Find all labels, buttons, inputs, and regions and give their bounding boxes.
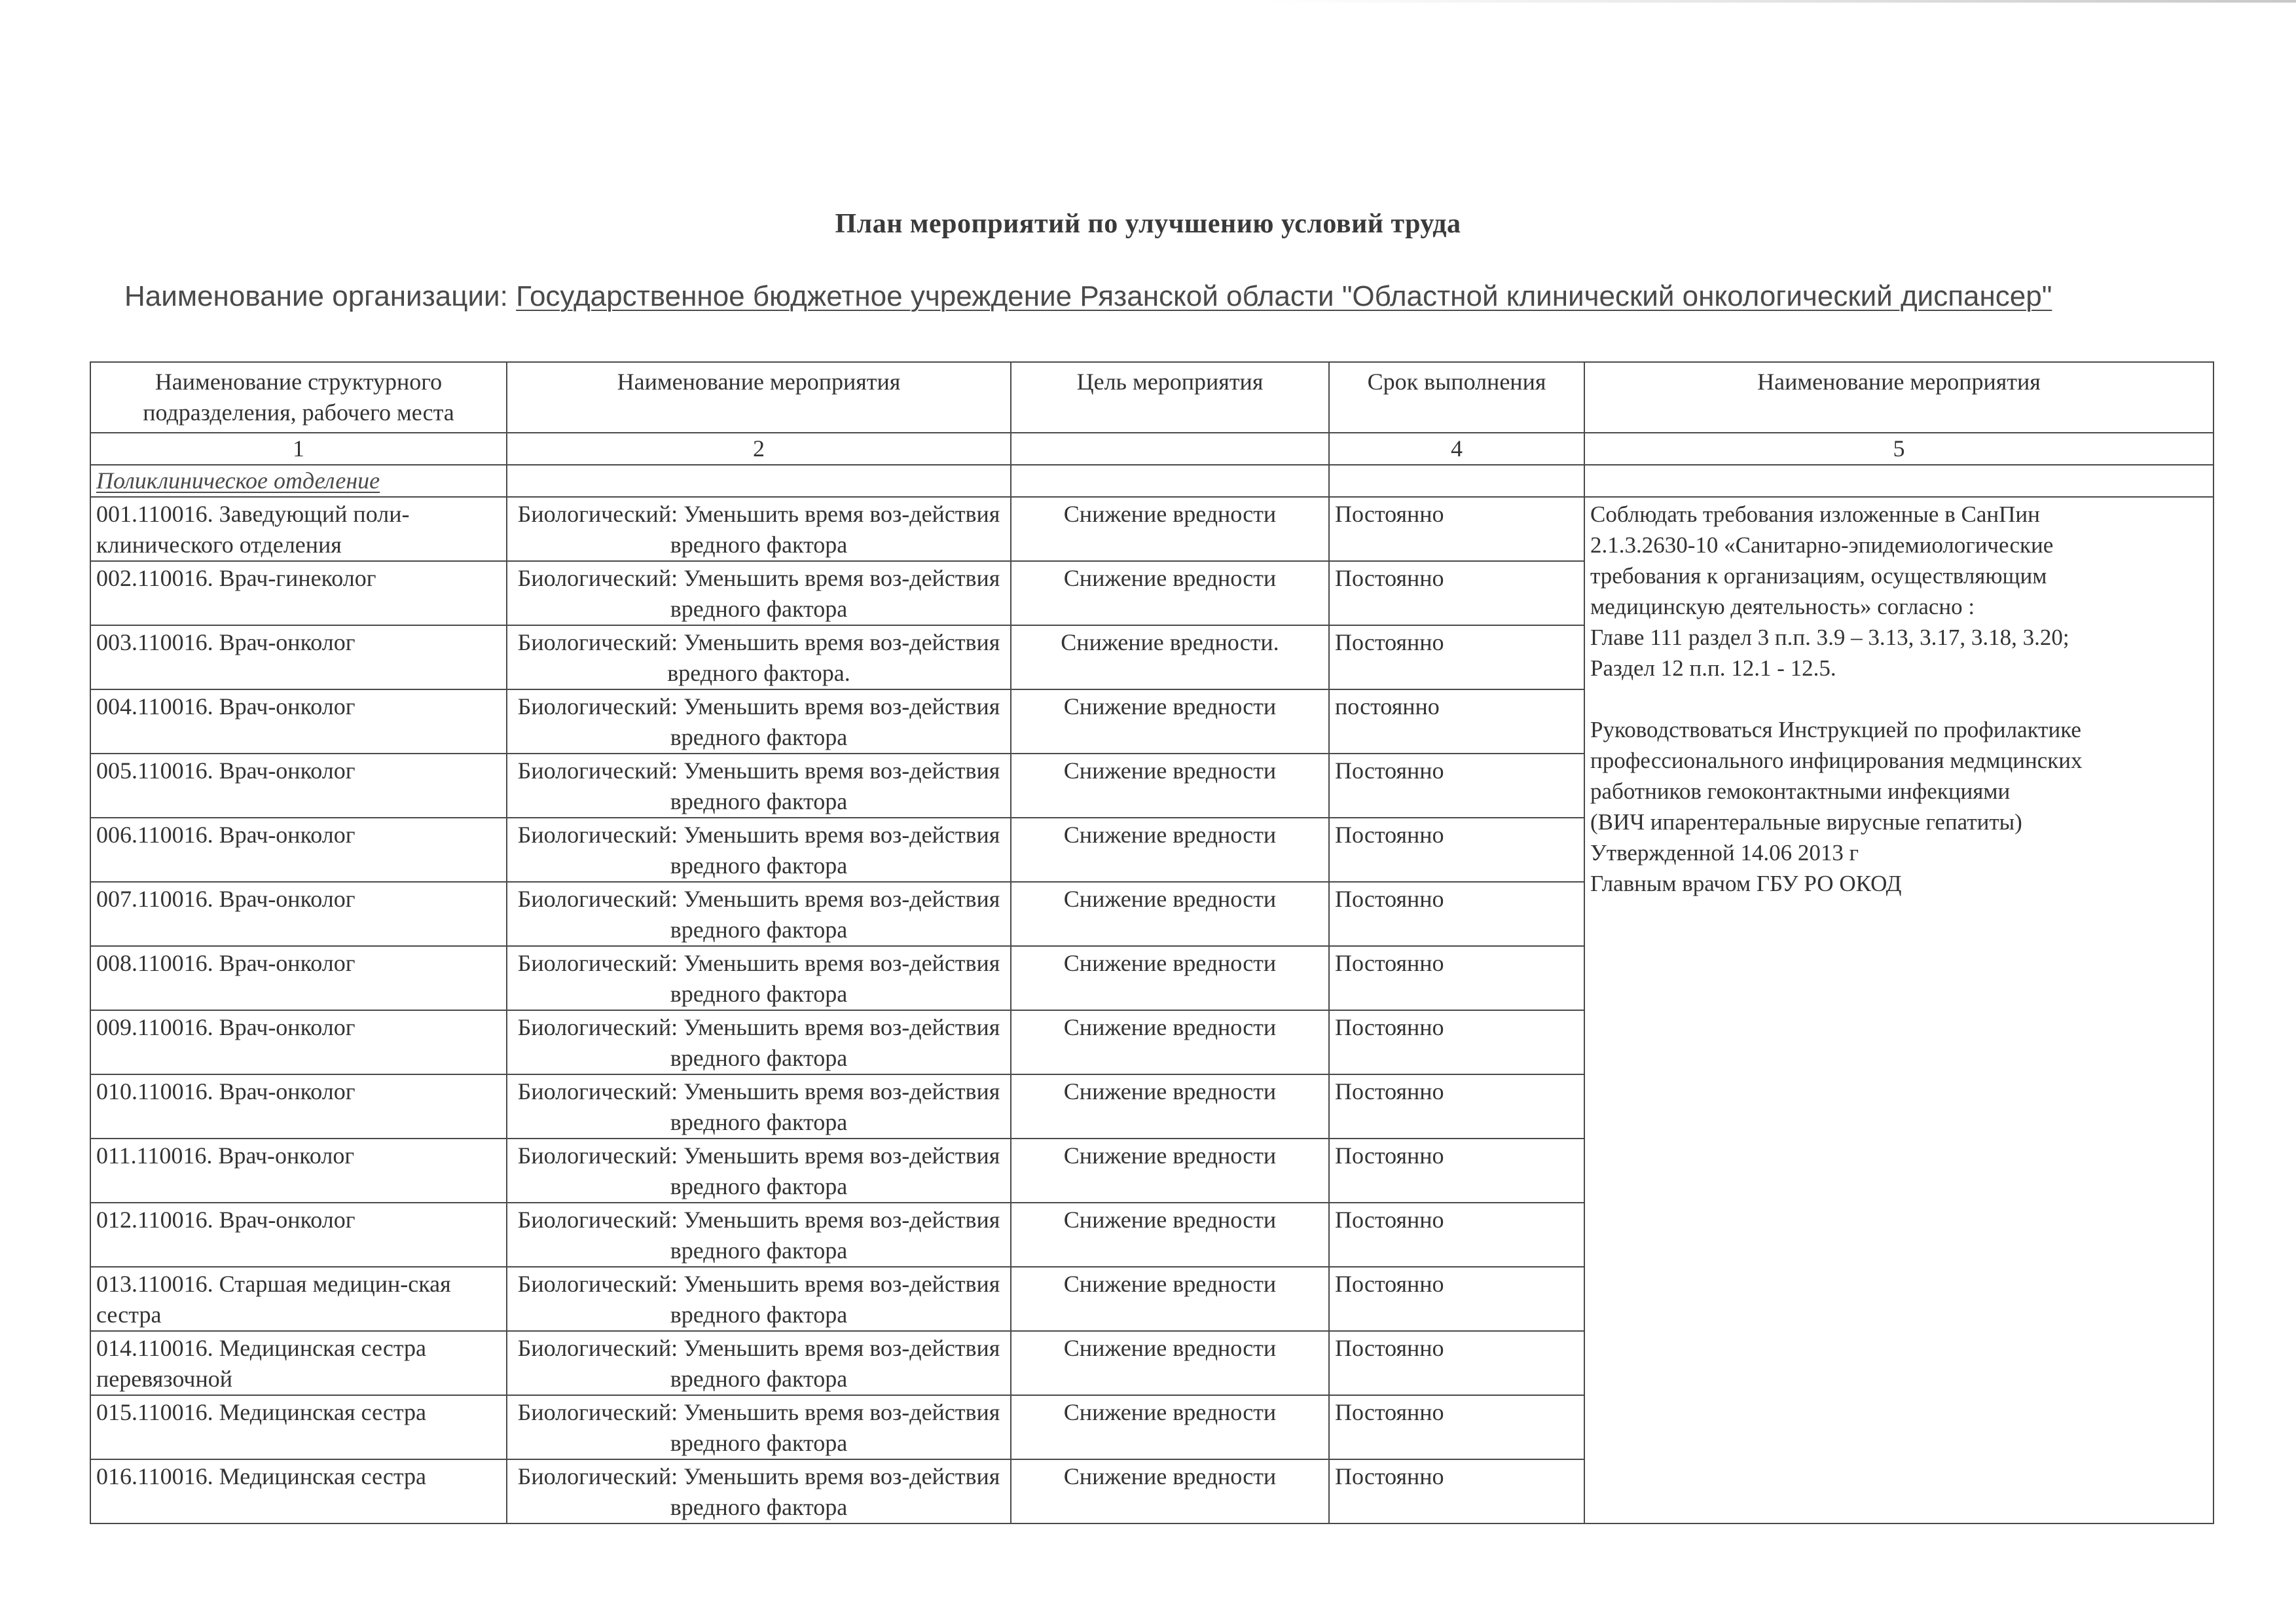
- workplace-cell: 010.110016. Врач-онколог: [90, 1074, 507, 1139]
- measure-cell: Биологический: Уменьшить время воз-действия вредного фактора: [507, 754, 1011, 818]
- workplace-cell: 016.110016. Медицинская сестра: [90, 1459, 507, 1523]
- measure-cell: Биологический: Уменьшить время воз-действия вредного фактора: [507, 818, 1011, 882]
- organization-name: Государственное бюджетное учреждение Рязанской области "Областной клинический онкологический диспансер": [516, 280, 2052, 312]
- note-line: Главным врачом ГБУ РО ОКОД: [1590, 871, 1902, 896]
- goal-cell: Снижение вредности: [1011, 561, 1329, 625]
- note-line: Главе 111 раздел 3 п.п. 3.9 – 3.13, 3.17, 3.18, 3.20;: [1590, 625, 2069, 650]
- note-line: Утвержденной 14.06 2013 г: [1590, 840, 1859, 866]
- measure-cell: Биологический: Уменьшить время воз-действия вредного фактора: [507, 1459, 1011, 1523]
- workplace-cell: 002.110016. Врач-гинеколог: [90, 561, 507, 625]
- measure-cell: Биологический: Уменьшить время воз-действия вредного фактора: [507, 1331, 1011, 1395]
- column-number: 4: [1329, 433, 1584, 465]
- note-line: работников гемоконтактными инфекциями: [1590, 778, 2011, 804]
- header-goal: Цель мероприятия: [1011, 362, 1329, 433]
- goal-cell: Снижение вредности: [1011, 1203, 1329, 1267]
- empty-cell: [507, 465, 1011, 497]
- measure-cell: Биологический: Уменьшить время воз-действия вредного фактора: [507, 946, 1011, 1010]
- term-cell: Постоянно: [1329, 1331, 1584, 1395]
- goal-cell: Снижение вредности: [1011, 497, 1329, 561]
- workplace-cell: 001.110016. Заведующий поли-клинического отделения: [90, 497, 507, 561]
- goal-cell: Снижение вредности: [1011, 1395, 1329, 1459]
- note-line: Раздел 12 п.п. 12.1 - 12.5.: [1590, 655, 1836, 681]
- organization-label: Наименование организации:: [124, 280, 508, 312]
- goal-cell: Снижение вредности: [1011, 1074, 1329, 1139]
- measure-cell: Биологический: Уменьшить время воз-действия вредного фактора: [507, 1074, 1011, 1139]
- measure-cell: Биологический: Уменьшить время воз-действия вредного фактора: [507, 1203, 1011, 1267]
- goal-cell: Снижение вредности: [1011, 1139, 1329, 1203]
- empty-cell: [1584, 465, 2214, 497]
- goal-cell: Снижение вредности: [1011, 1331, 1329, 1395]
- column-number: 5: [1584, 433, 2214, 465]
- goal-cell: Снижение вредности: [1011, 946, 1329, 1010]
- term-cell: Постоянно: [1329, 497, 1584, 561]
- term-cell: Постоянно: [1329, 1139, 1584, 1203]
- section-row: [90, 465, 2214, 497]
- note-line: 2.1.3.2630-10 «Санитарно-эпидемиологические: [1590, 532, 2054, 558]
- goal-cell: Снижение вредности: [1011, 818, 1329, 882]
- note-line: профессионального инфицирования медмцинских: [1590, 748, 2083, 773]
- scan-edge: [0, 0, 2296, 3]
- section-cell: [90, 465, 507, 497]
- empty-cell: [1011, 465, 1329, 497]
- header-measure-2: Наименование мероприятия: [1584, 362, 2214, 433]
- measure-cell: Биологический: Уменьшить время воз-действия вредного фактора: [507, 497, 1011, 561]
- goal-cell: Снижение вредности: [1011, 1010, 1329, 1074]
- measure-cell: Биологический: Уменьшить время воз-действия вредного фактора: [507, 561, 1011, 625]
- workplace-cell: 007.110016. Врач-онколог: [90, 882, 507, 946]
- note-line: медицинскую деятельность» согласно :: [1590, 594, 1975, 619]
- empty-cell: [1329, 465, 1584, 497]
- note-line: Соблюдать требования изложенные в СанПин: [1590, 501, 2040, 527]
- goal-cell: Снижение вредности.: [1011, 625, 1329, 689]
- workplace-cell: 013.110016. Старшая медицин-ская сестра: [90, 1267, 507, 1331]
- term-cell: Постоянно: [1329, 1395, 1584, 1459]
- measure-cell: Биологический: Уменьшить время воз-действия вредного фактора.: [507, 625, 1011, 689]
- document-title: План мероприятий по улучшению условий труда: [835, 209, 1461, 239]
- table-header-row: [90, 362, 2214, 433]
- measure-cell: Биологический: Уменьшить время воз-действия вредного фактора: [507, 689, 1011, 754]
- note-line: (ВИЧ ипарентеральные вирусные гепатиты): [1590, 809, 2022, 835]
- term-cell: Постоянно: [1329, 1074, 1584, 1139]
- organization-line: [124, 280, 2052, 313]
- header-term: Срок выполнения: [1329, 362, 1584, 433]
- workplace-cell: 006.110016. Врач-онколог: [90, 818, 507, 882]
- workplace-cell: 011.110016. Врач-онколог: [90, 1139, 507, 1203]
- paragraph-gap: [1590, 684, 2208, 714]
- term-cell: постоянно: [1329, 689, 1584, 754]
- section-label: Поликлиническое отделение: [96, 467, 380, 494]
- workplace-cell: 008.110016. Врач-онколог: [90, 946, 507, 1010]
- header-measure: Наименование мероприятия: [507, 362, 1011, 433]
- workplace-cell: 009.110016. Врач-онколог: [90, 1010, 507, 1074]
- goal-cell: Снижение вредности: [1011, 1459, 1329, 1523]
- workplace-cell: 012.110016. Врач-онколог: [90, 1203, 507, 1267]
- header-workplace: Наименование структурного подразделения, рабочего места: [90, 362, 507, 433]
- column-number: 1: [90, 433, 507, 465]
- measure-cell: Биологический: Уменьшить время воз-действия вредного фактора: [507, 1010, 1011, 1074]
- workplace-cell: 004.110016. Врач-онколог: [90, 689, 507, 754]
- goal-cell: Снижение вредности: [1011, 689, 1329, 754]
- measures-table: [90, 361, 2214, 1524]
- term-cell: Постоянно: [1329, 1010, 1584, 1074]
- table-row: [90, 497, 2214, 561]
- note-line: требования к организациям, осуществляющим: [1590, 563, 2047, 589]
- term-cell: Постоянно: [1329, 561, 1584, 625]
- term-cell: Постоянно: [1329, 625, 1584, 689]
- term-cell: Постоянно: [1329, 946, 1584, 1010]
- measure-cell: Биологический: Уменьшить время воз-действия вредного фактора: [507, 882, 1011, 946]
- column-number: [1011, 433, 1329, 465]
- workplace-cell: 005.110016. Врач-онколог: [90, 754, 507, 818]
- goal-cell: Снижение вредности: [1011, 882, 1329, 946]
- merged-note-cell: [1584, 497, 2214, 1523]
- term-cell: Постоянно: [1329, 754, 1584, 818]
- note-line: Руководствоваться Инструкцией по профилактике: [1590, 717, 2081, 742]
- workplace-cell: 003.110016. Врач-онколог: [90, 625, 507, 689]
- measure-cell: Биологический: Уменьшить время воз-действия вредного фактора: [507, 1395, 1011, 1459]
- term-cell: Постоянно: [1329, 1267, 1584, 1331]
- column-number-row: [90, 433, 2214, 465]
- term-cell: Постоянно: [1329, 818, 1584, 882]
- measure-cell: Биологический: Уменьшить время воз-действия вредного фактора: [507, 1139, 1011, 1203]
- goal-cell: Снижение вредности: [1011, 754, 1329, 818]
- term-cell: Постоянно: [1329, 1203, 1584, 1267]
- measure-cell: Биологический: Уменьшить время воз-действия вредного фактора: [507, 1267, 1011, 1331]
- goal-cell: Снижение вредности: [1011, 1267, 1329, 1331]
- column-number: 2: [507, 433, 1011, 465]
- term-cell: Постоянно: [1329, 882, 1584, 946]
- workplace-cell: 014.110016. Медицинская сестра перевязочной: [90, 1331, 507, 1395]
- term-cell: Постоянно: [1329, 1459, 1584, 1523]
- workplace-cell: 015.110016. Медицинская сестра: [90, 1395, 507, 1459]
